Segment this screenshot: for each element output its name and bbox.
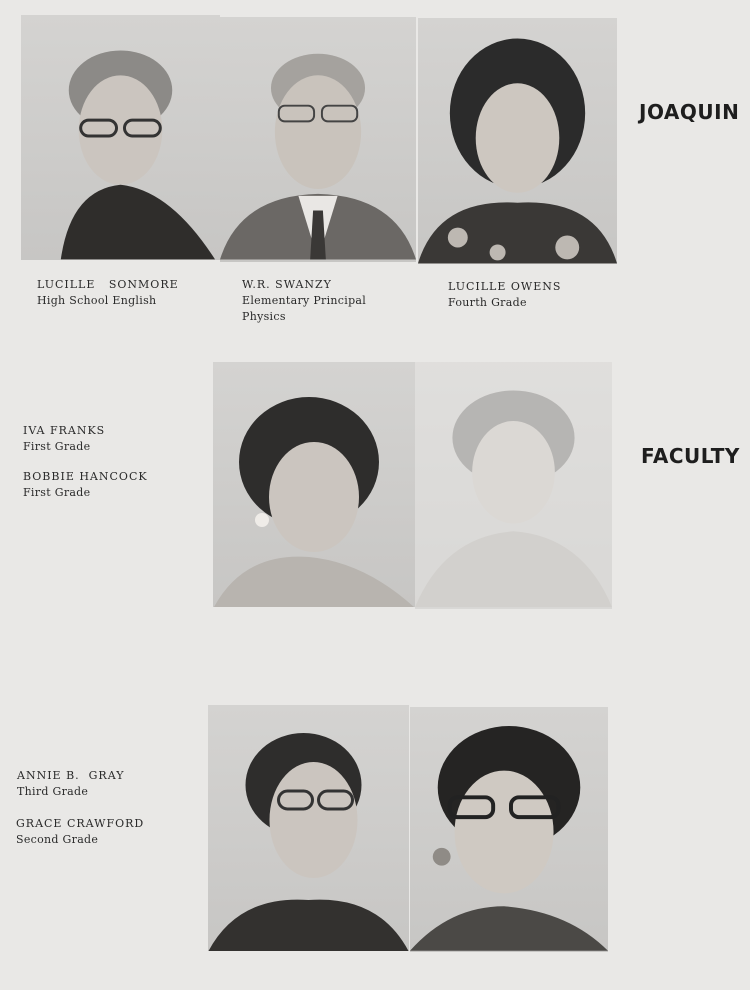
portrait-photo-icon <box>208 705 409 951</box>
portrait-franks <box>213 362 415 607</box>
portrait-sonmore <box>21 15 220 260</box>
portrait-swanzy <box>220 17 416 262</box>
portrait-photo-icon <box>415 362 612 609</box>
faculty-role: First Grade <box>23 486 91 499</box>
faculty-role-secondary: Physics <box>242 310 286 323</box>
portrait-photo-icon <box>410 707 608 952</box>
faculty-name: LUCILLE SONMORE <box>37 278 179 291</box>
portrait-hancock <box>415 362 612 609</box>
portrait-photo-icon <box>418 18 617 264</box>
faculty-name: GRACE CRAWFORD <box>16 817 145 830</box>
faculty-role: First Grade <box>23 440 91 453</box>
faculty-role: High School English <box>37 294 157 307</box>
heading-school: JOAQUIN <box>639 100 740 124</box>
caption-owens <box>448 279 561 311</box>
faculty-name: BOBBIE HANCOCK <box>23 470 148 483</box>
portrait-photo-icon <box>213 362 415 607</box>
caption-sonmore <box>37 277 179 309</box>
portrait-gray <box>208 705 409 951</box>
faculty-role: Second Grade <box>16 833 99 846</box>
portrait-owens <box>418 18 617 264</box>
faculty-name: IVA FRANKS <box>23 424 106 437</box>
portrait-photo-icon <box>21 15 220 260</box>
faculty-name: ANNIE B. GRAY <box>17 769 125 782</box>
faculty-role: Elementary Principal <box>242 294 367 307</box>
faculty-name: LUCILLE OWENS <box>448 280 562 293</box>
portrait-photo-icon <box>220 17 416 262</box>
portrait-crawford <box>410 707 608 952</box>
faculty-role: Fourth Grade <box>448 296 527 309</box>
heading-faculty: FACULTY <box>641 444 740 468</box>
caption-franks <box>23 423 105 455</box>
caption-hancock <box>23 469 148 501</box>
caption-swanzy <box>242 277 366 325</box>
caption-gray <box>17 768 124 800</box>
caption-crawford <box>16 816 144 848</box>
faculty-name: W.R. SWANZY <box>242 278 332 291</box>
faculty-role: Third Grade <box>17 785 89 798</box>
